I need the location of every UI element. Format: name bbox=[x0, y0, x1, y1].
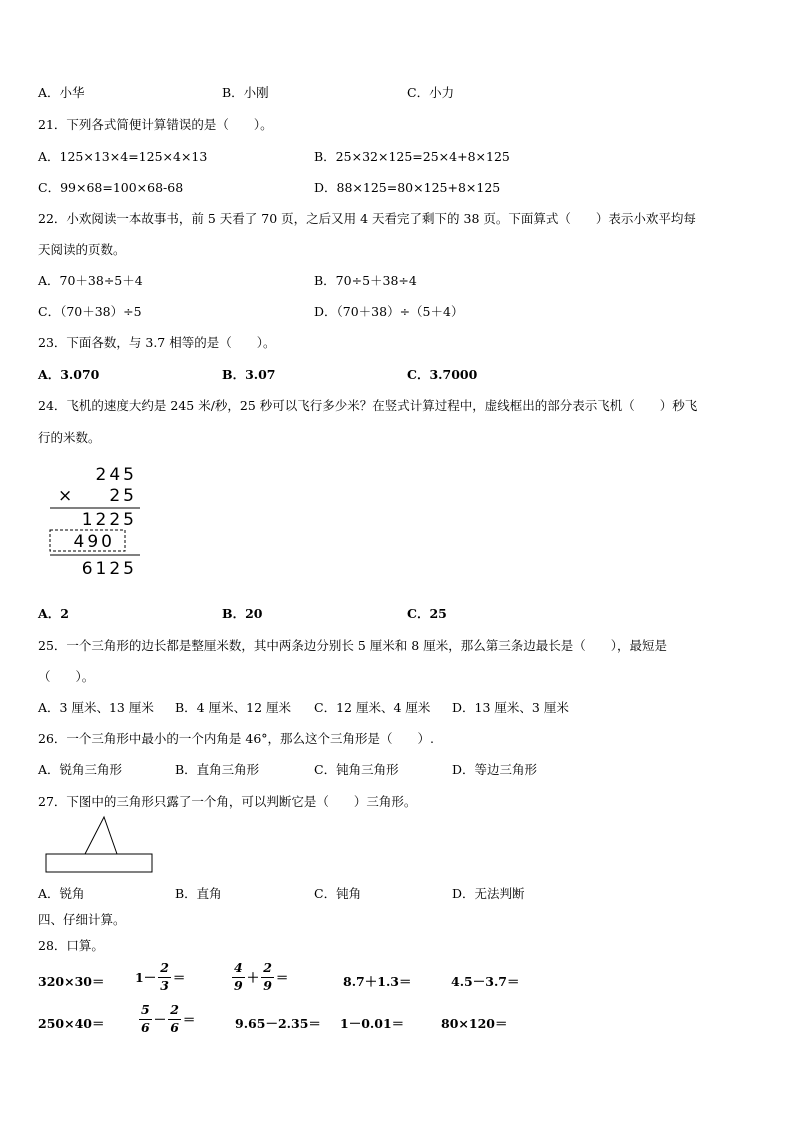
q21-option-a: A．125×13×4=125×4×13 bbox=[38, 149, 208, 164]
calc-r2-c3: 9.65－2.35＝ bbox=[235, 1016, 321, 1031]
q21-option-c: C．99×68=100×68-68 bbox=[38, 180, 184, 195]
q24-option-c: C．25 bbox=[407, 606, 447, 621]
calc-r1-c2-tail: ＝ bbox=[172, 970, 186, 985]
q24-option-b: B．20 bbox=[222, 606, 263, 621]
q22-option-a: A．70＋38÷5＋4 bbox=[38, 273, 143, 288]
calc-partial2: 490 bbox=[73, 532, 115, 552]
calc-r2-c2-tail: ＝ bbox=[182, 1012, 196, 1027]
q22-option-d: D．（70＋38）÷（5＋4） bbox=[314, 304, 464, 319]
q25-stem-line1: 25．一个三角形的边长都是整厘米数，其中两条边分别长 5 厘米和 8 厘米，那么第三条边最长是（ ），最短是 bbox=[38, 638, 667, 653]
vertical-multiplication bbox=[40, 458, 150, 580]
fraction-numerator: 2 bbox=[168, 1004, 181, 1020]
calc-r1-c2 bbox=[135, 962, 185, 992]
fraction-denominator: 6 bbox=[170, 1019, 179, 1035]
calc-r2-c5: 80×120＝ bbox=[441, 1016, 508, 1031]
calc-r2-c2-op: － bbox=[153, 1012, 167, 1027]
q21-option-d: D．88×125=80×125+8×125 bbox=[314, 180, 501, 195]
triangle-exposed-angle bbox=[85, 817, 117, 854]
calc-r1-c1: 320×30＝ bbox=[38, 974, 105, 989]
q27-option-c: C．钝角 bbox=[314, 886, 362, 901]
q25-option-c: C．12 厘米、4 厘米 bbox=[314, 700, 431, 715]
fraction-denominator: 9 bbox=[234, 977, 243, 993]
calc-result: 6125 bbox=[81, 559, 137, 579]
q24-option-a: A．2 bbox=[38, 606, 69, 621]
q25-option-a: A．3 厘米、13 厘米 bbox=[38, 700, 154, 715]
covering-rectangle bbox=[46, 854, 152, 872]
calc-r1-c3 bbox=[230, 962, 288, 992]
q22-option-b: B．70÷5＋38÷4 bbox=[314, 273, 417, 288]
q27-option-b: B．直角 bbox=[175, 886, 222, 901]
q26-option-c: C．钝角三角形 bbox=[314, 762, 399, 777]
fraction-five-sixths bbox=[139, 1004, 152, 1034]
calc-row1: 245 bbox=[95, 465, 137, 485]
fraction-denominator: 9 bbox=[263, 977, 272, 993]
fraction-two-ninths bbox=[261, 962, 274, 992]
calc-operator: × bbox=[58, 486, 73, 506]
q25-stem-line2: （ ）。 bbox=[38, 669, 95, 684]
q26-option-b: B．直角三角形 bbox=[175, 762, 260, 777]
calc-r2-c2 bbox=[137, 1004, 195, 1034]
q24-stem-line1: 24．飞机的速度大约是 245 米/秒，25 秒可以飞行多少米？在竖式计算过程中，虚线框出的部分表示飞机（ ）秒飞 bbox=[38, 398, 698, 413]
q22-option-c: C．（70＋38）÷5 bbox=[38, 304, 142, 319]
q23-option-c: C．3.7000 bbox=[407, 367, 478, 382]
fraction-denominator: 3 bbox=[160, 977, 169, 993]
q22-stem-line1: 22．小欢阅读一本故事书，前 5 天看了 70 页，之后又用 4 天看完了剩下的 38 页。下面算式（ ）表示小欢平均每 bbox=[38, 211, 696, 226]
q25-option-d: D．13 厘米、3 厘米 bbox=[452, 700, 569, 715]
fraction-four-ninths bbox=[232, 962, 245, 992]
q26-option-d: D．等边三角形 bbox=[452, 762, 538, 777]
fraction-numerator: 4 bbox=[232, 962, 245, 978]
q23-option-b: B．3.07 bbox=[222, 367, 276, 382]
calc-r2-c1: 250×40＝ bbox=[38, 1016, 105, 1031]
q28-stem: 28．口算。 bbox=[38, 938, 104, 953]
q24-stem-line2: 行的米数。 bbox=[38, 430, 101, 445]
q26-option-a: A．锐角三角形 bbox=[38, 762, 123, 777]
fraction-numerator: 2 bbox=[261, 962, 274, 978]
calc-row2: 25 bbox=[109, 486, 137, 506]
fraction-numerator: 5 bbox=[139, 1004, 152, 1020]
q20-option-c: C．小力 bbox=[407, 85, 455, 100]
calc-r1-c3-tail: ＝ bbox=[275, 970, 289, 985]
q27-option-d: D．无法判断 bbox=[452, 886, 525, 901]
q23-stem: 23．下面各数，与 3.7 相等的是（ ）。 bbox=[38, 335, 276, 350]
q20-option-a: A．小华 bbox=[38, 85, 85, 100]
hidden-triangle-figure bbox=[44, 814, 156, 876]
q21-option-b: B．25×32×125=25×4+8×125 bbox=[314, 149, 510, 164]
calc-r1-c3-op: ＋ bbox=[246, 970, 260, 985]
calc-r1-c2-lead: 1－ bbox=[135, 970, 157, 985]
calc-partial1: 1225 bbox=[81, 510, 137, 530]
q20-option-b: B．小刚 bbox=[222, 85, 269, 100]
section-4-title: 四、仔细计算。 bbox=[38, 912, 126, 927]
q25-option-b: B．4 厘米、12 厘米 bbox=[175, 700, 291, 715]
q27-stem: 27．下图中的三角形只露了一个角，可以判断它是（ ）三角形。 bbox=[38, 794, 417, 809]
q26-stem: 26．一个三角形中最小的一个内角是 46°，那么这个三角形是（ ）. bbox=[38, 731, 435, 746]
calc-r1-c4: 8.7＋1.3＝ bbox=[343, 974, 412, 989]
calc-r1-c5: 4.5－3.7＝ bbox=[451, 974, 520, 989]
fraction-two-sixths bbox=[168, 1004, 181, 1034]
fraction-two-thirds bbox=[158, 962, 171, 992]
q22-stem-line2: 天阅读的页数。 bbox=[38, 242, 126, 257]
q27-option-a: A．锐角 bbox=[38, 886, 85, 901]
fraction-numerator: 2 bbox=[158, 962, 171, 978]
q23-option-a: A．3.070 bbox=[38, 367, 100, 382]
q21-stem: 21．下列各式简便计算错误的是（ ）。 bbox=[38, 117, 273, 132]
calc-r2-c4: 1－0.01＝ bbox=[340, 1016, 405, 1031]
fraction-denominator: 6 bbox=[141, 1019, 150, 1035]
